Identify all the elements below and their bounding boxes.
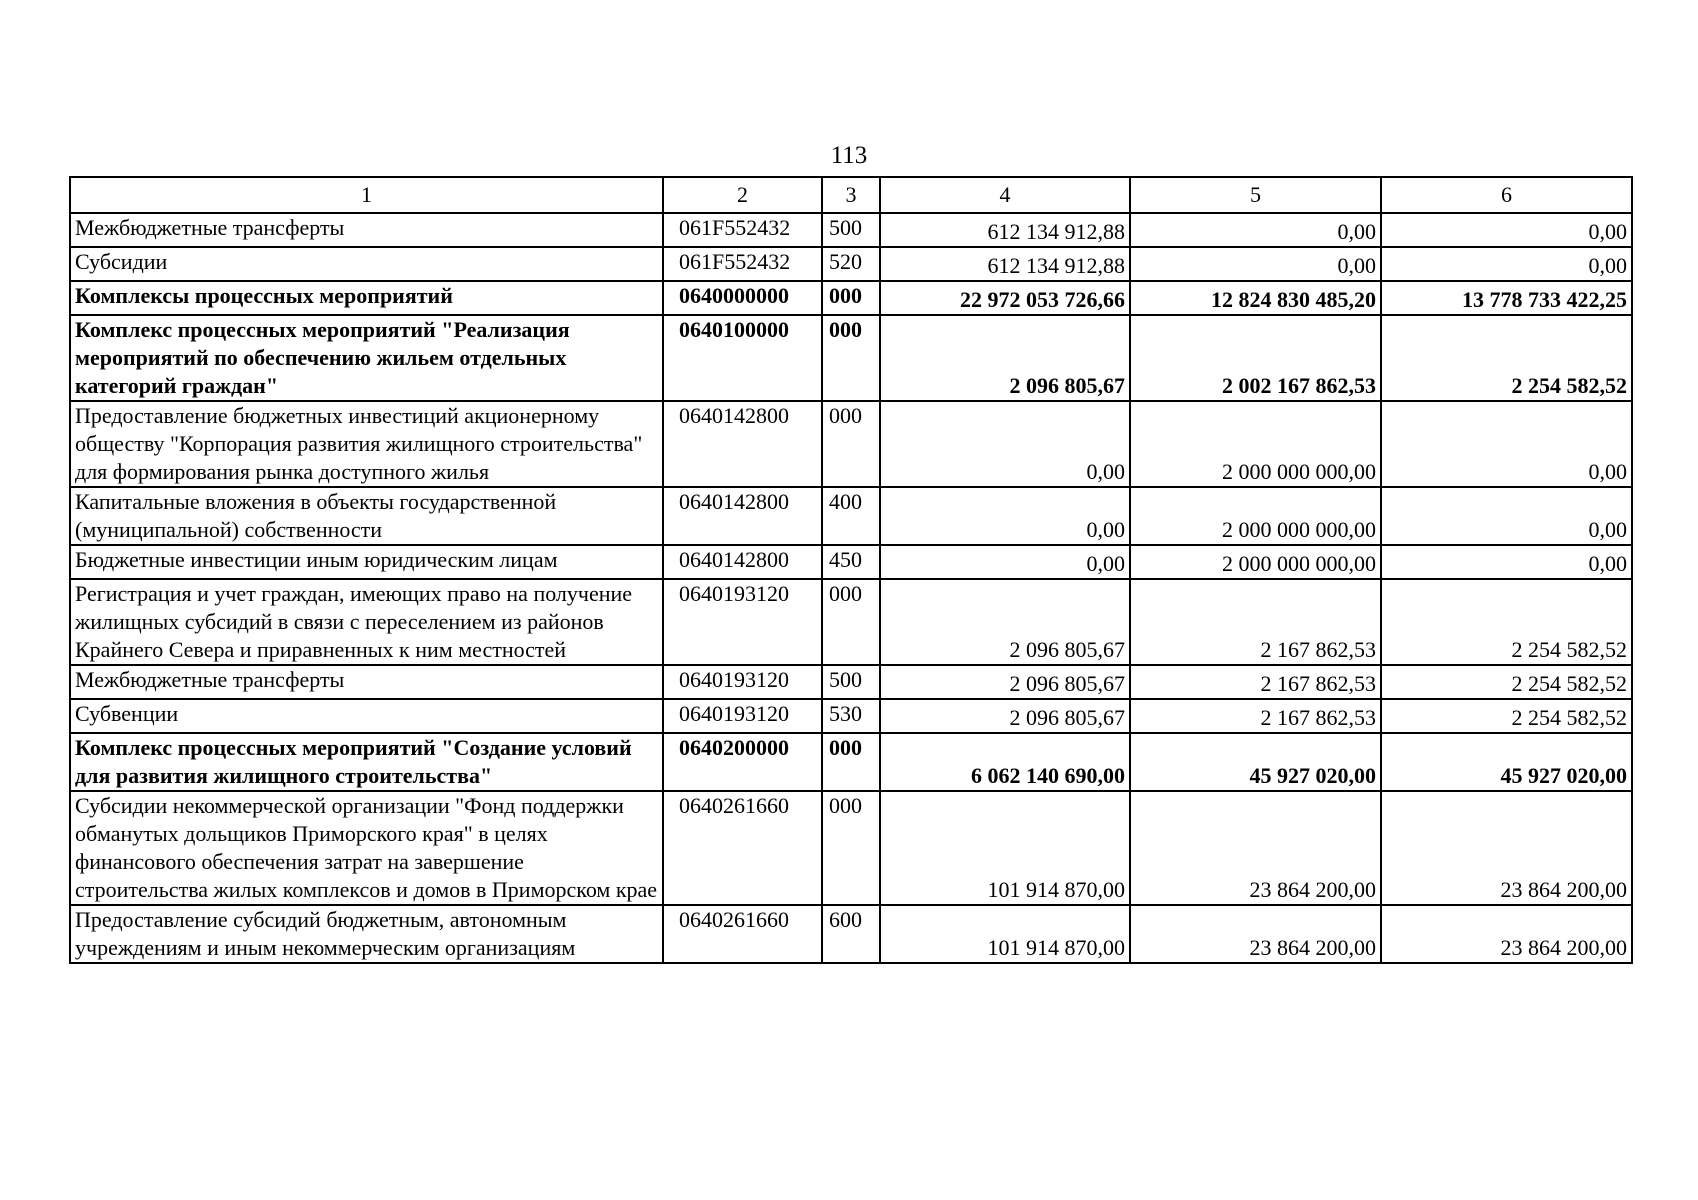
table-row <box>70 401 1632 487</box>
row-value-col6-cell: 0,00 <box>1381 213 1632 247</box>
row-value-col6-cell: 45 927 020,00 <box>1381 733 1632 791</box>
row-value-col4-cell: 0,00 <box>880 401 1130 487</box>
row-code-cell: 061F552432 <box>663 213 822 247</box>
row-value-col4-cell: 22 972 053 726,66 <box>880 281 1130 315</box>
row-value-col4-cell: 6 062 140 690,00 <box>880 733 1130 791</box>
row-value-col6-cell: 0,00 <box>1381 545 1632 579</box>
row-name-cell: Межбюджетные трансферты <box>70 213 663 247</box>
row-code-cell: 0640261660 <box>663 791 822 905</box>
row-name-cell: Субсидии <box>70 247 663 281</box>
column-header: 6 <box>1381 177 1632 213</box>
row-name-cell: Капитальные вложения в объекты государственной (муниципальной) собственности <box>70 487 663 545</box>
row-value-col4-cell: 2 096 805,67 <box>880 699 1130 733</box>
row-type-cell: 000 <box>822 401 880 487</box>
table-row <box>70 545 1632 579</box>
row-name-cell: Предоставление бюджетных инвестиций акционерному обществу "Корпорация развития жилищного строительства" для формирования рынка доступного жилья <box>70 401 663 487</box>
row-name-cell: Субвенции <box>70 699 663 733</box>
row-value-col5-cell: 2 000 000 000,00 <box>1130 487 1381 545</box>
row-type-cell: 530 <box>822 699 880 733</box>
row-name-cell: Комплекс процессных мероприятий "Создание условий для развития жилищного строительства" <box>70 733 663 791</box>
row-value-col6-cell: 0,00 <box>1381 401 1632 487</box>
row-code-cell: 0640193120 <box>663 699 822 733</box>
budget-table <box>69 176 1633 964</box>
page-number: 113 <box>830 142 868 169</box>
row-code-cell: 0640142800 <box>663 545 822 579</box>
table-body <box>70 213 1632 963</box>
row-type-cell: 600 <box>822 905 880 963</box>
row-value-col6-cell: 0,00 <box>1381 247 1632 281</box>
row-value-col5-cell: 23 864 200,00 <box>1130 905 1381 963</box>
table-row <box>70 733 1632 791</box>
row-value-col6-cell: 13 778 733 422,25 <box>1381 281 1632 315</box>
row-code-cell: 0640142800 <box>663 487 822 545</box>
row-code-cell: 0640193120 <box>663 579 822 665</box>
row-value-col5-cell: 2 000 000 000,00 <box>1130 545 1381 579</box>
table-row <box>70 213 1632 247</box>
row-type-cell: 500 <box>822 213 880 247</box>
column-header: 5 <box>1130 177 1381 213</box>
row-value-col4-cell: 2 096 805,67 <box>880 315 1130 401</box>
row-value-col6-cell: 2 254 582,52 <box>1381 579 1632 665</box>
row-value-col4-cell: 0,00 <box>880 487 1130 545</box>
column-header: 2 <box>663 177 822 213</box>
row-value-col5-cell: 2 167 862,53 <box>1130 699 1381 733</box>
row-value-col6-cell: 2 254 582,52 <box>1381 699 1632 733</box>
row-value-col6-cell: 23 864 200,00 <box>1381 905 1632 963</box>
row-type-cell: 000 <box>822 733 880 791</box>
row-code-cell: 061F552432 <box>663 247 822 281</box>
column-header: 1 <box>70 177 663 213</box>
row-value-col4-cell: 0,00 <box>880 545 1130 579</box>
row-type-cell: 450 <box>822 545 880 579</box>
column-header: 4 <box>880 177 1130 213</box>
table-row <box>70 665 1632 699</box>
row-type-cell: 000 <box>822 579 880 665</box>
row-value-col5-cell: 0,00 <box>1130 213 1381 247</box>
row-value-col4-cell: 612 134 912,88 <box>880 213 1130 247</box>
row-name-cell: Предоставление субсидий бюджетным, автономным учреждениям и иным некоммерческим организациям <box>70 905 663 963</box>
row-type-cell: 500 <box>822 665 880 699</box>
row-value-col5-cell: 2 002 167 862,53 <box>1130 315 1381 401</box>
row-name-cell: Регистрация и учет граждан, имеющих право на получение жилищных субсидий в связи с переселением из районов Крайнего Севера и приравненных к ним местностей <box>70 579 663 665</box>
row-value-col5-cell: 2 167 862,53 <box>1130 665 1381 699</box>
table-row <box>70 791 1632 905</box>
row-name-cell: Комплексы процессных мероприятий <box>70 281 663 315</box>
row-name-cell: Бюджетные инвестиции иным юридическим лицам <box>70 545 663 579</box>
row-value-col5-cell: 2 167 862,53 <box>1130 579 1381 665</box>
row-code-cell: 0640200000 <box>663 733 822 791</box>
row-type-cell: 400 <box>822 487 880 545</box>
table-row <box>70 247 1632 281</box>
row-type-cell: 000 <box>822 315 880 401</box>
table-row <box>70 579 1632 665</box>
table-row <box>70 905 1632 963</box>
row-value-col4-cell: 2 096 805,67 <box>880 665 1130 699</box>
row-value-col6-cell: 2 254 582,52 <box>1381 315 1632 401</box>
row-value-col5-cell: 23 864 200,00 <box>1130 791 1381 905</box>
row-value-col4-cell: 612 134 912,88 <box>880 247 1130 281</box>
row-value-col4-cell: 2 096 805,67 <box>880 579 1130 665</box>
row-code-cell: 0640193120 <box>663 665 822 699</box>
row-value-col6-cell: 2 254 582,52 <box>1381 665 1632 699</box>
row-code-cell: 0640100000 <box>663 315 822 401</box>
row-value-col5-cell: 0,00 <box>1130 247 1381 281</box>
table-row <box>70 487 1632 545</box>
column-number-row <box>70 177 1632 213</box>
row-value-col4-cell: 101 914 870,00 <box>880 791 1130 905</box>
row-type-cell: 520 <box>822 247 880 281</box>
row-value-col5-cell: 12 824 830 485,20 <box>1130 281 1381 315</box>
table-row <box>70 699 1632 733</box>
row-value-col5-cell: 45 927 020,00 <box>1130 733 1381 791</box>
row-type-cell: 000 <box>822 281 880 315</box>
row-value-col4-cell: 101 914 870,00 <box>880 905 1130 963</box>
row-code-cell: 0640000000 <box>663 281 822 315</box>
row-code-cell: 0640261660 <box>663 905 822 963</box>
row-value-col6-cell: 23 864 200,00 <box>1381 791 1632 905</box>
row-name-cell: Комплекс процессных мероприятий "Реализация мероприятий по обеспечению жильем отдельных категорий граждан" <box>70 315 663 401</box>
table-row <box>70 315 1632 401</box>
table-row <box>70 281 1632 315</box>
row-code-cell: 0640142800 <box>663 401 822 487</box>
row-name-cell: Субсидии некоммерческой организации "Фонд поддержки обманутых дольщиков Приморского края" в целях финансового обеспечения затрат на завершение строительства жилых комплексов и домов в Приморском крае <box>70 791 663 905</box>
row-value-col5-cell: 2 000 000 000,00 <box>1130 401 1381 487</box>
column-header: 3 <box>822 177 880 213</box>
row-value-col6-cell: 0,00 <box>1381 487 1632 545</box>
row-name-cell: Межбюджетные трансферты <box>70 665 663 699</box>
row-type-cell: 000 <box>822 791 880 905</box>
